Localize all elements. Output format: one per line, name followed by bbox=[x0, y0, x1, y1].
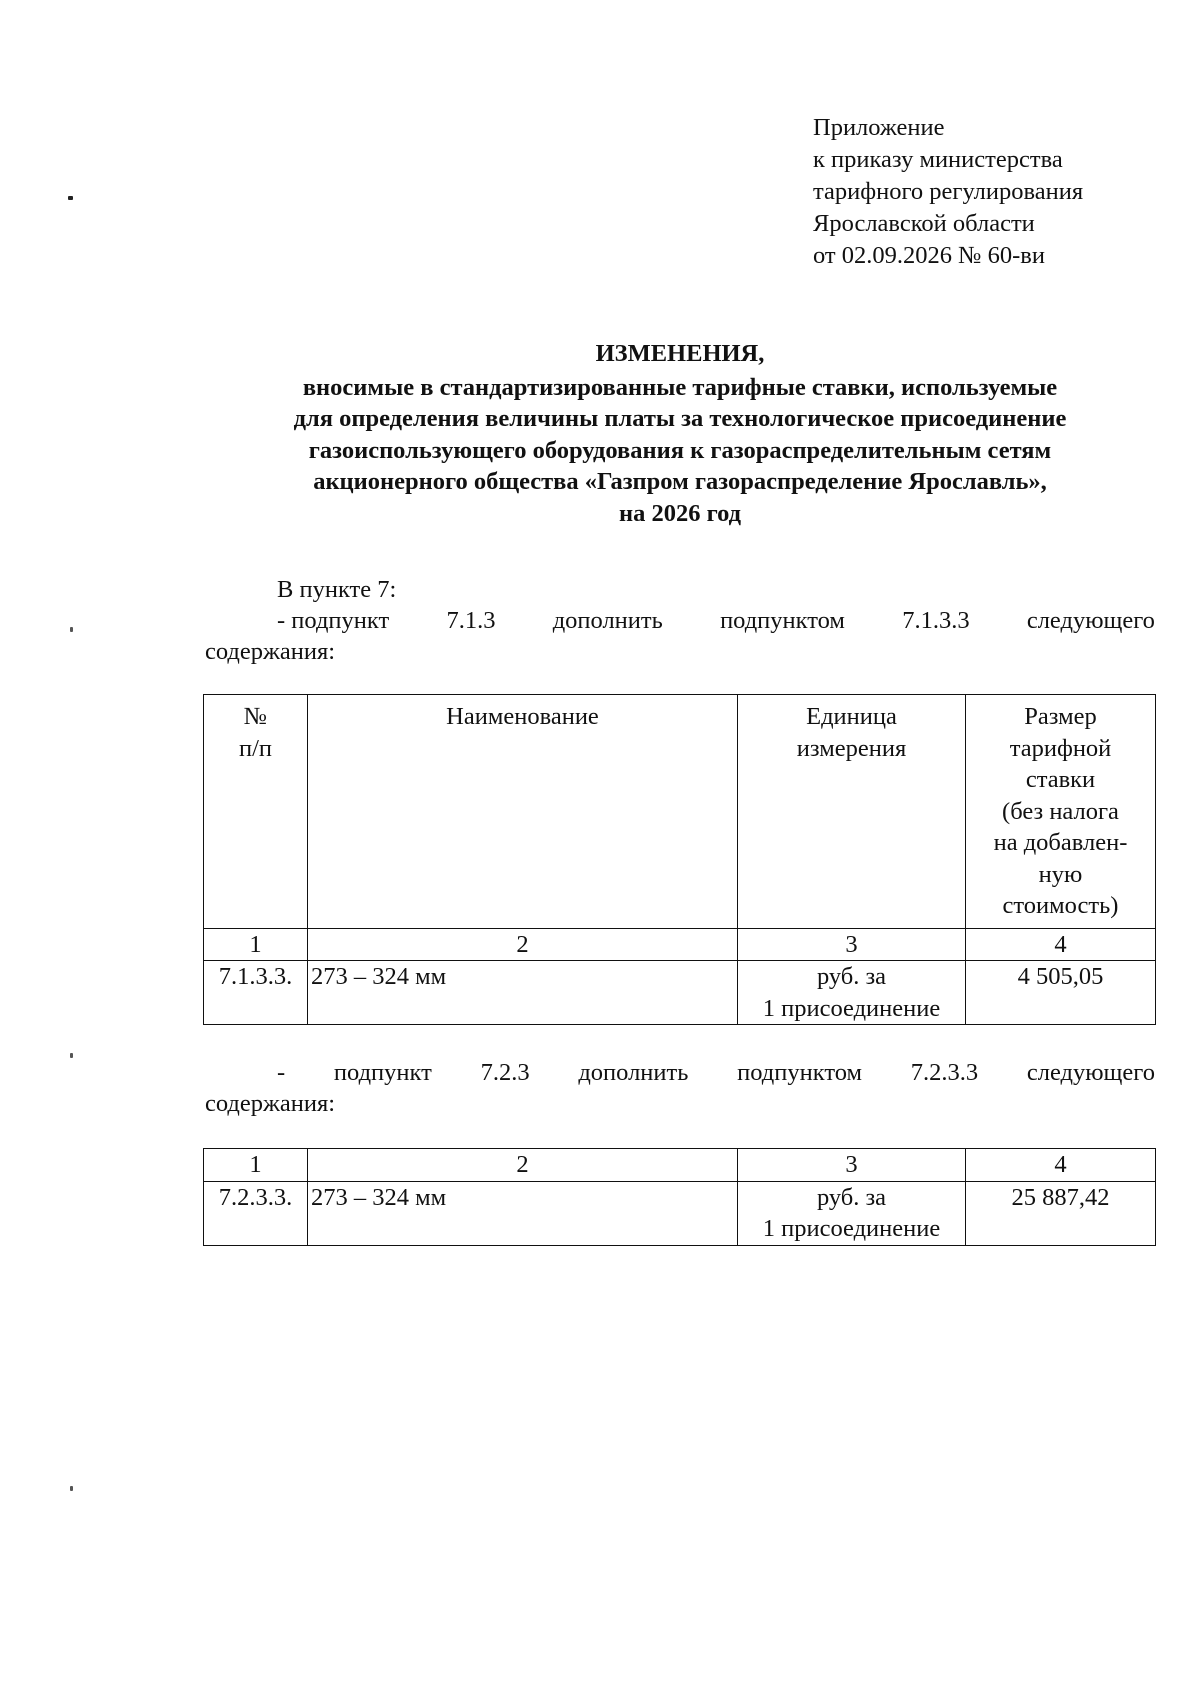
row-unit bbox=[738, 961, 966, 1025]
intro-text: В пункте 7: bbox=[277, 576, 397, 603]
title-line: для определения величины платы за технологическое присоединение bbox=[293, 405, 1067, 432]
item2-paragraph bbox=[277, 1057, 1155, 1088]
header-name: Наименование bbox=[308, 695, 738, 929]
title-line: акционерного общества «Газпром газораспределение Ярославль», bbox=[313, 468, 1047, 495]
header-num-line: № bbox=[243, 703, 268, 730]
header-num-line: п/п bbox=[238, 734, 273, 762]
appendix-order-line: от 02.09.2026 № 60-ви bbox=[813, 242, 1045, 269]
item1-continuation: содержания: bbox=[205, 638, 336, 665]
table-index-row bbox=[204, 1149, 1156, 1182]
row-num: 7.1.3.3. bbox=[204, 961, 308, 1025]
header-rate-line: Размер bbox=[1024, 703, 1097, 730]
item1-word: дополнить bbox=[552, 607, 663, 634]
header-rate-line: на добавлен- bbox=[993, 829, 1128, 856]
title-line: вносимые в стандартизированные тарифные ставки, используемые bbox=[302, 373, 1058, 401]
item1-word: подпунктом bbox=[720, 607, 845, 634]
index-cell: 4 bbox=[966, 928, 1156, 961]
row-unit bbox=[738, 1181, 966, 1245]
header-num bbox=[204, 695, 308, 929]
index-cell: 2 bbox=[308, 928, 738, 961]
row-name: 273 – 324 мм bbox=[308, 961, 738, 1025]
header-rate-line: стоимость) bbox=[1002, 892, 1119, 919]
scan-mark bbox=[70, 627, 73, 632]
row-num: 7.2.3.3. bbox=[204, 1181, 308, 1245]
item2-continuation: содержания: bbox=[205, 1090, 336, 1117]
item1-paragraph bbox=[277, 605, 1155, 636]
item1-first-line bbox=[277, 605, 1155, 636]
header-rate-line: (без налога bbox=[1002, 797, 1119, 825]
item2-word: 7.2.3.3 bbox=[910, 1059, 979, 1086]
header-unit-line: измерения bbox=[796, 734, 907, 762]
row-unit-line: 1 присоединение bbox=[762, 1215, 941, 1242]
index-cell: 4 bbox=[966, 1149, 1156, 1182]
row-unit-line: руб. за bbox=[816, 963, 887, 990]
item2-word: дополнить bbox=[578, 1059, 689, 1086]
appendix-line: Ярославской области bbox=[813, 210, 1035, 237]
item2-word: 7.2.3 bbox=[480, 1059, 530, 1086]
index-cell: 2 bbox=[308, 1149, 738, 1182]
item1-word: следующего bbox=[1026, 607, 1155, 634]
header-rate-line: ставки bbox=[1025, 766, 1096, 793]
item2-word: следующего bbox=[1026, 1059, 1155, 1086]
scan-mark bbox=[70, 1053, 73, 1058]
title-line: газоиспользующего оборудования к газораспределительным сетям bbox=[308, 436, 1052, 464]
table-index-row bbox=[204, 928, 1156, 961]
title-line: на 2026 год bbox=[618, 499, 742, 527]
item2-word: подпункт bbox=[333, 1059, 432, 1086]
scan-mark bbox=[70, 1486, 73, 1491]
tariff-table-2 bbox=[203, 1148, 1156, 1246]
title-main: ИЗМЕНЕНИЯ, bbox=[595, 340, 765, 367]
item1-word: 7.1.3.3 bbox=[902, 607, 970, 634]
item2-first-line bbox=[277, 1057, 1155, 1088]
table-row bbox=[204, 1181, 1156, 1245]
item2-word: подпунктом bbox=[737, 1059, 863, 1086]
table-header-row bbox=[204, 695, 1156, 929]
item1-word: 7.1.3 bbox=[446, 607, 496, 634]
row-unit-line: руб. за bbox=[816, 1183, 887, 1211]
header-rate bbox=[966, 695, 1156, 929]
scan-mark bbox=[68, 196, 73, 200]
header-unit bbox=[738, 695, 966, 929]
index-cell: 1 bbox=[204, 928, 308, 961]
row-name: 273 – 324 мм bbox=[308, 1181, 738, 1245]
header-unit-line: Единица bbox=[806, 703, 897, 730]
appendix-block bbox=[813, 112, 1083, 272]
row-value: 25 887,42 bbox=[966, 1181, 1156, 1245]
header-rate-line: ную bbox=[1038, 860, 1083, 888]
table-row bbox=[204, 961, 1156, 1025]
row-value: 4 505,05 bbox=[966, 961, 1156, 1025]
index-cell: 3 bbox=[738, 1149, 966, 1182]
appendix-line: к приказу министерства bbox=[813, 146, 1063, 173]
appendix-line: Приложение bbox=[813, 114, 945, 141]
item2-word: - bbox=[277, 1059, 286, 1086]
index-cell: 3 bbox=[738, 928, 966, 961]
index-cell: 1 bbox=[204, 1149, 308, 1182]
header-rate-line: тарифной bbox=[1009, 734, 1112, 762]
item1-word: - подпункт bbox=[277, 607, 390, 634]
row-unit-line: 1 присоединение bbox=[762, 994, 941, 1022]
document-title bbox=[205, 338, 1155, 529]
appendix-line: тарифного регулирования bbox=[813, 178, 1084, 205]
tariff-table-1 bbox=[203, 694, 1156, 1025]
